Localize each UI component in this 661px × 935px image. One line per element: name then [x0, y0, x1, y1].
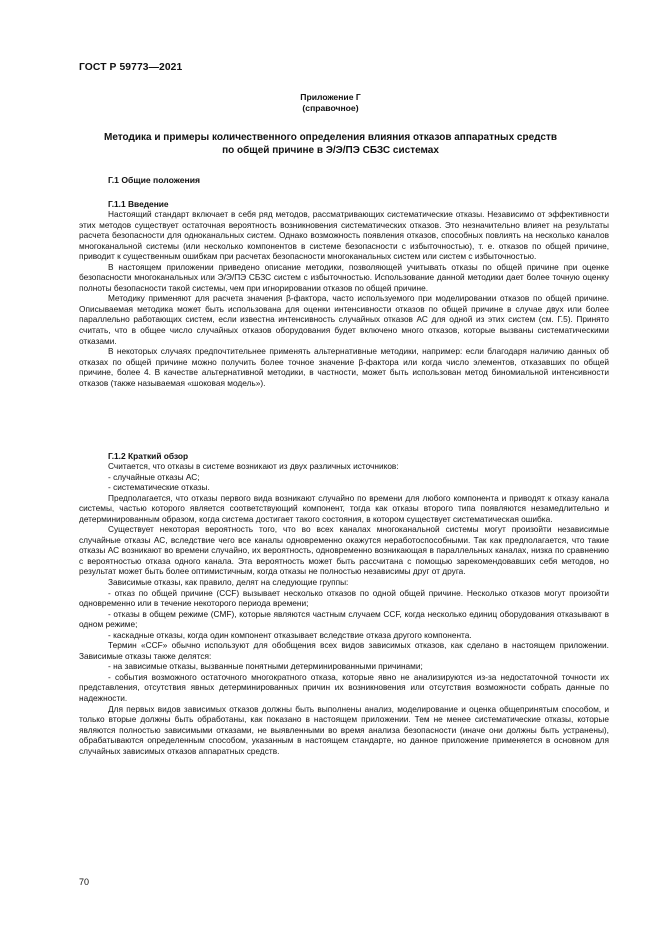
paragraph: Методику применяют для расчета значения β-фактора, часто используемого при моделировании отказов по общей причине. Описываемая методика может быть использована для оценки интенсивности отказов по общей причине в случае двух или более параллельно работающих систем, если известна интенсивность случайных отказов АС для одной из этих систем (см. Г.5). Принято считать, что в общее число случайных отказов оборудования будет включено много отказов, которые вызваны систематическими отказами. — [79, 293, 609, 346]
standard-designation: ГОСТ Р 59773—2021 — [79, 62, 183, 73]
list-item: - отказы в общем режиме (CMF), которые являются частным случаем CCF, когда несколько единиц оборудования отказывают в одном режиме; — [79, 608, 609, 630]
paragraph: Настоящий стандарт включает в себя ряд методов, рассматривающих систематические отказы. Независимо от эффективности этих методов существует остаточная вероятность возникновения систематических отказов. Это незначительно влияет на результаты расчета безопасности для одноканальных систем. Однако возможность появления отказов, способных повлиять на несколько каналов многоканальной системы (или несколько компонентов в системе безопасности с избыточностью), т. е. отказов по общей причине, приводит к существенным ошибкам при расчетах безопасности многоканальных систем или систем с избыточностью. — [79, 209, 609, 262]
annex-name: Приложение Г — [300, 92, 361, 102]
list-item: - на зависимые отказы, вызванные понятными детерминированными причинами; — [108, 661, 423, 672]
section-heading: Г.1 Общие положения — [108, 175, 200, 185]
list-item: - события возможного остаточного многократного отказа, которые явно не анализируются из-за недостаточной точности их представления, отсутствия явных детерминированных причин их возникновения или отсутствия возможности собрать данные по надежности. — [79, 671, 609, 704]
list-item: - систематические отказы. — [108, 482, 210, 493]
annex-heading — [79, 92, 582, 114]
subsection-heading-overview: Г.1.2 Краткий обзор — [108, 451, 189, 461]
paragraph: Предполагается, что отказы первого вида возникают случайно по времени для любого компонента и приводят к отказу канала системы, частью которого является соответствующий компонент, тогда как отказы второго типа появляются незамедлительно и детерминированным образом, когда система достигает такого состояния, в котором существует систематическая ошибка. — [79, 492, 609, 524]
page-number: 70 — [79, 877, 90, 887]
annex-title-line-1: Методика и примеры количественного определения влияния отказов аппаратных средств — [104, 132, 557, 143]
paragraph: В настоящем приложении приведено описание методики, позволяющей учитывать отказы по общей причине при оценке безопасности многоканальных или Э/Э/ПЭ СБЗС систем с избыточностью. Использование данной методики дает более точную оценку полноты безопасности такой системы, чем при игнорировании отказов по общей причине. — [79, 261, 609, 293]
intro-text — [79, 209, 609, 388]
overview-text — [79, 461, 609, 756]
annex-title-line-2: по общей причине в Э/Э/ПЭ СБЗС системах — [222, 145, 439, 156]
paragraph: Для первых видов зависимых отказов должны быть выполнены анализ, моделирование и оценка общепринятым способом, и только вторые должны быть обработаны, как показано в настоящем приложении. Тем не менее систематические отказы, которые являются полностью зависимыми отказами, не выявленными во время анализа безопасности (иначе они должны быть устранены), обрабатываются определенным способом, указанным в настоящем стандарте, но данное приложение применяется в основном для случайных зависимых отказов аппаратных средств. — [79, 703, 609, 756]
paragraph: Термин «CCF» обычно используют для обобщения всех видов зависимых отказов, как сделано в настоящем приложении. Зависимые отказы также делятся: — [79, 640, 609, 661]
paragraph: Существует некоторая вероятность того, что во всех каналах многоканальной системы могут произойти независимые случайные отказы АС, вследствие чего все каналы одновременно окажутся неработоспособными. Так как предполагается, что такие отказы АС возникают во времени случайно, их вероятность, одновременно возникающая в параллельных каналах, низка по сравнению с вероятностью отказа одного канала. Эта вероятность может быть рассчитана с помощью зарекомендовавших себя методов, но результат может быть более оптимистичным, когда отказы не полностью независимы друг от друга. — [79, 524, 609, 577]
paragraph: В некоторых случаях предпочтительнее применять альтернативные методики, например: если благодаря наличию данных об отказах по общей причине можно получить более точное значение β-фактора или когда число элементов, отказавших по общей причине, более 4. В качестве альтернативной методики, в частности, может быть использован метод биномиальной интенсивности отказов (также называемая «шоковая модель»). — [79, 346, 609, 388]
annex-title — [100, 131, 561, 157]
annex-type: (справочное) — [302, 103, 359, 113]
list-item: - отказ по общей причине (CCF) вызывает несколько отказов по одной общей причине. Несколько отказов могут произойти одновременно или в течение некоторого периода времени; — [79, 587, 609, 609]
paragraph: Зависимые отказы, как правило, делят на следующие группы: — [108, 577, 349, 588]
subsection-heading-intro: Г.1.1 Введение — [108, 199, 169, 209]
list-item: - случайные отказы АС; — [108, 471, 200, 482]
list-item: - каскадные отказы, когда один компонент отказывает вследствие отказа другого компонента. — [108, 629, 472, 640]
paragraph: Считается, что отказы в системе возникают из двух различных источников: — [108, 461, 399, 471]
